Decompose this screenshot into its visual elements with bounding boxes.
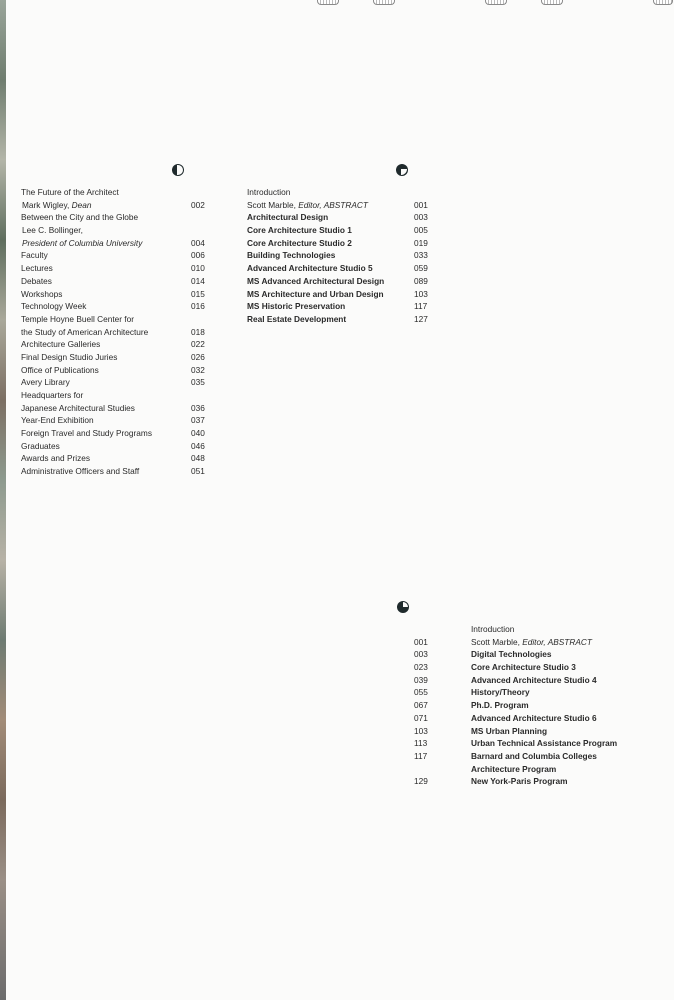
entry-title-text: Architecture Program: [471, 763, 557, 774]
entry-title-text: History/Theory: [471, 687, 530, 698]
entry-title: [471, 750, 597, 763]
entry-title-text: The Future of the Architect: [21, 187, 119, 197]
entry-title-text: Building Technologies: [247, 250, 336, 261]
entry-title: [247, 313, 346, 326]
entry-title-text: Introduction: [247, 187, 291, 197]
entry-title: [471, 699, 529, 712]
entry-title-text: Final Design Studio Juries: [21, 351, 118, 362]
entry-page-number: 005: [414, 225, 428, 236]
entry-title-italic: Editor, ABSTRACT: [298, 199, 368, 210]
entry-title: [22, 224, 83, 237]
entry-title-italic: Editor, ABSTRACT: [522, 636, 592, 647]
entry-page-number: 036: [191, 402, 205, 413]
entry-page-number: 117: [414, 750, 428, 761]
entry-title: [247, 288, 384, 301]
entry-page-number: 037: [191, 415, 205, 426]
volume-one-half-circle-icon: [172, 164, 184, 176]
entry-title-text: MS Urban Planning: [471, 725, 548, 736]
entry-title: [247, 275, 384, 288]
entry-title: [471, 725, 547, 738]
entry-title-text: Core Architecture Studio 2: [247, 237, 352, 248]
entry-title: [21, 440, 60, 453]
entry-title: [21, 326, 148, 339]
entry-title: [21, 249, 48, 262]
page-tab: [653, 0, 673, 5]
entry-title: [21, 275, 52, 288]
entry-title: [471, 712, 597, 725]
page-tab: [373, 0, 395, 5]
entry-title: [21, 338, 100, 351]
entry-title-text: Architectural Design: [247, 212, 329, 223]
entry-title-text: Ph.D. Program: [471, 700, 529, 711]
entry-title-text: Faculty: [21, 250, 48, 261]
entry-page-number: 127: [414, 313, 428, 324]
entry-title: [247, 211, 328, 224]
entry-title-text: Foreign Travel and Study Programs: [21, 428, 152, 439]
entry-page-number: 002: [191, 199, 205, 210]
entry-title: [247, 300, 345, 313]
entry-page-number: 001: [414, 199, 428, 210]
entry-title: [471, 623, 514, 636]
entry-title: [22, 237, 142, 250]
entry-page-number: 071: [414, 712, 428, 723]
entry-page-number: 040: [191, 428, 205, 439]
entry-page-number: 003: [414, 649, 428, 660]
page-edge-photo-strip: [0, 0, 6, 1000]
entry-title-text: Barnard and Columbia Colleges: [471, 750, 597, 761]
entry-page-number: 001: [414, 636, 428, 647]
entry-title: [21, 186, 119, 199]
entry-title-text: Lee C. Bollinger,: [22, 225, 83, 236]
entry-page-number: 048: [191, 453, 205, 464]
entry-page-number: 026: [191, 351, 205, 362]
entry-title: [471, 737, 617, 750]
entry-page-number: 103: [414, 288, 428, 299]
volume-three-three-quarter-circle-icon: [397, 601, 409, 613]
entry-title-text: Scott Marble,: [471, 636, 523, 647]
entry-title-text: Office of Publications: [21, 364, 99, 375]
entry-title: [21, 364, 99, 377]
entry-title: [247, 237, 352, 250]
entry-page-number: 003: [414, 212, 428, 223]
entry-title: [247, 224, 352, 237]
entry-title: [22, 199, 91, 212]
entry-title: [471, 661, 576, 674]
entry-page-number: 004: [191, 237, 205, 248]
volume-two-quarter-circle-icon: [396, 164, 408, 176]
entry-title-text: Advanced Architecture Studio 5: [247, 263, 373, 274]
entry-title-text: Core Architecture Studio 1: [247, 225, 352, 236]
entry-title-text: Core Architecture Studio 3: [471, 662, 576, 673]
entry-page-number: 033: [414, 250, 428, 261]
entry-title: [21, 376, 70, 389]
entry-title: [21, 465, 139, 478]
entry-title: [21, 351, 117, 364]
entry-title-text: Avery Library: [21, 377, 70, 388]
entry-page-number: 067: [414, 700, 428, 711]
entry-title-text: Advanced Architecture Studio 6: [471, 712, 597, 723]
entry-page-number: 019: [414, 237, 428, 248]
entry-title-text: Scott Marble,: [247, 199, 299, 210]
entry-page-number: 089: [414, 275, 428, 286]
entry-title: [21, 427, 152, 440]
entry-title-text: Mark Wigley,: [22, 199, 72, 210]
entry-title-text: Administrative Officers and Staff: [21, 466, 140, 477]
entry-title-text: Workshops: [21, 288, 63, 299]
entry-title: [471, 636, 592, 649]
entry-title-text: Awards and Prizes: [21, 453, 91, 464]
entry-title-text: Urban Technical Assistance Program: [471, 738, 618, 749]
page-tab: [317, 0, 339, 5]
entry-title: [471, 763, 556, 776]
entry-title: [21, 262, 53, 275]
page-tab: [485, 0, 507, 5]
entry-title-text: MS Historic Preservation: [247, 301, 346, 312]
entry-page-number: 113: [414, 738, 428, 749]
entry-title-text: Graduates: [21, 440, 60, 451]
entry-title: [21, 288, 62, 301]
entry-page-number: 055: [414, 687, 428, 698]
entry-title: [21, 452, 90, 465]
entry-page-number: 014: [191, 275, 205, 286]
entry-title: [471, 775, 568, 788]
entry-title: [21, 211, 138, 224]
entry-page-number: 129: [414, 776, 428, 787]
entry-title-text: Between the City and the Globe: [21, 212, 139, 223]
entry-page-number: 039: [414, 674, 428, 685]
entry-title: [471, 674, 597, 687]
entry-page-number: 103: [414, 725, 428, 736]
entry-title-text: Japanese Architectural Studies: [21, 402, 135, 413]
entry-title-text: MS Advanced Architectural Design: [247, 275, 385, 286]
entry-title: [21, 414, 94, 427]
entry-title-text: Digital Technologies: [471, 649, 552, 660]
entry-page-number: 117: [414, 301, 428, 312]
entry-title-text: Debates: [21, 275, 52, 286]
entry-title: [247, 262, 373, 275]
entry-page-number: 015: [191, 288, 205, 299]
entry-page-number: 010: [191, 263, 205, 274]
entry-title-text: Advanced Architecture Studio 4: [471, 674, 597, 685]
entry-page-number: 032: [191, 364, 205, 375]
entry-page-number: 059: [414, 263, 428, 274]
entry-title-italic: President of Columbia University: [22, 237, 143, 248]
entry-title-text: Lectures: [21, 263, 53, 274]
entry-title: [21, 389, 83, 402]
entry-title-text: Introduction: [471, 624, 515, 634]
entry-title: [247, 249, 335, 262]
entry-page-number: 051: [191, 466, 205, 477]
entry-title-text: New York-Paris Program: [471, 776, 568, 787]
entry-title-text: Architecture Galleries: [21, 339, 101, 350]
entry-title: [21, 402, 135, 415]
entry-page-number: 006: [191, 250, 205, 261]
entry-page-number: 022: [191, 339, 205, 350]
entry-page-number: 035: [191, 377, 205, 388]
entry-page-number: 018: [191, 326, 205, 337]
entry-page-number: 023: [414, 662, 428, 673]
entry-title: [247, 186, 290, 199]
page-tab: [541, 0, 563, 5]
entry-title: [471, 648, 552, 661]
entry-title: [247, 199, 368, 212]
entry-title-text: Real Estate Development: [247, 313, 347, 324]
entry-title: [21, 300, 86, 313]
entry-title-text: Headquarters for: [21, 390, 84, 400]
entry-title-text: the Study of American Architecture: [21, 326, 149, 337]
entry-title-text: MS Architecture and Urban Design: [247, 288, 384, 299]
entry-page-number: 046: [191, 440, 205, 451]
entry-title: [471, 686, 530, 699]
entry-title-text: Year-End Exhibition: [21, 415, 94, 426]
entry-title-italic: Dean: [71, 199, 92, 210]
entry-title: [21, 313, 134, 326]
entry-page-number: 016: [191, 301, 205, 312]
entry-title-text: Technology Week: [21, 301, 87, 312]
entry-title-text: Temple Hoyne Buell Center for: [21, 313, 134, 324]
